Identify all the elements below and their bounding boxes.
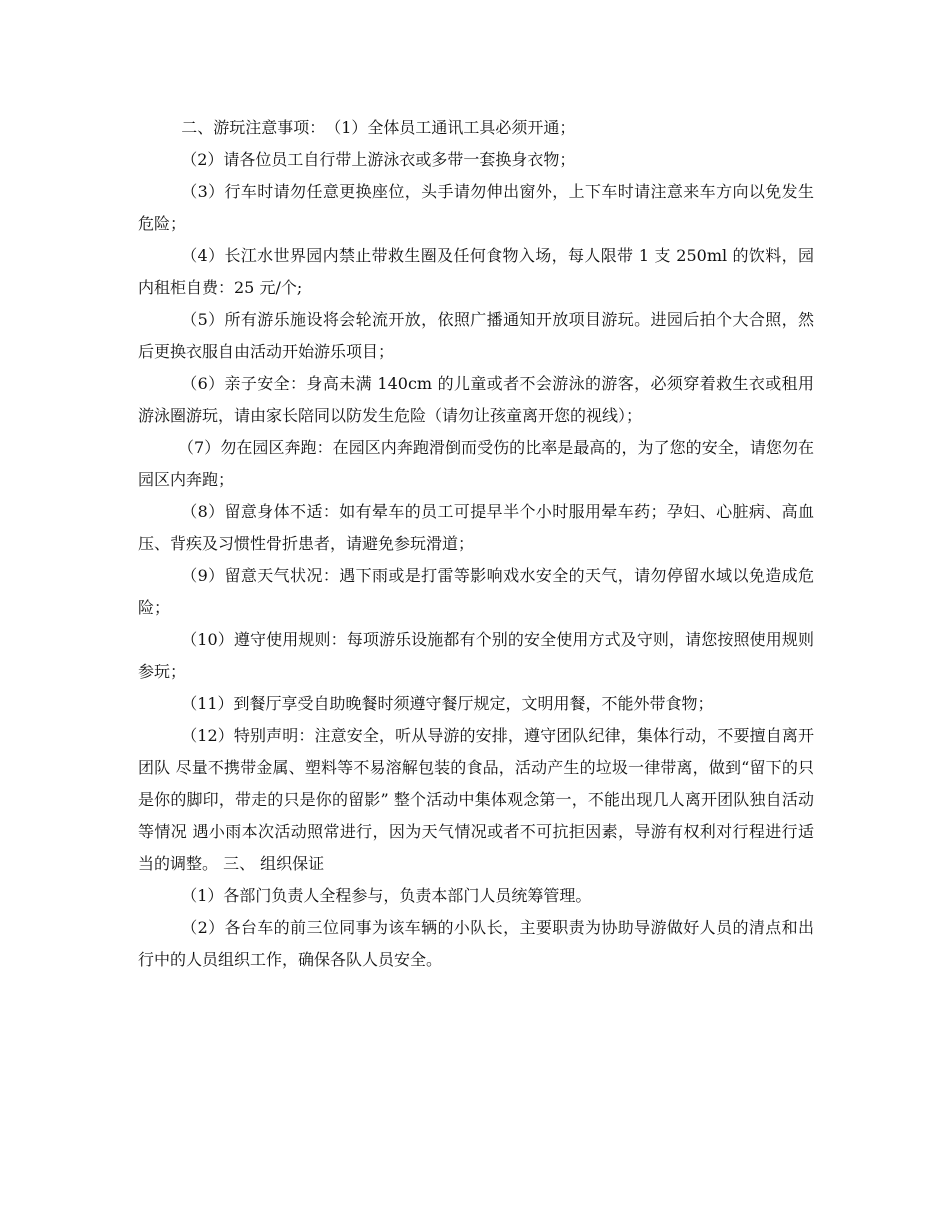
paragraph-note-11: （11）到餐厅享受自助晚餐时须遵守餐厅规定，文明用餐，不能外带食物； [181, 694, 714, 713]
document-body [138, 112, 814, 976]
paragraph-note-4: （4）长江水世界园内禁止带救生圈及任何食物入场，每人限带 1 支 250ml 的饮料，园内租柜自费：25 元/个; [138, 246, 814, 297]
paragraph-org-2: （2）各台车的前三位同事为该车辆的小队长，主要职责为协助导游做好人员的清点和出行中的人员组织工作，确保各队人员安全。 [138, 918, 814, 969]
paragraph-note-8: （8）留意身体不适：如有晕车的员工可提早半个小时服用晕车药；孕妇、心脏病、高血压、背疾及习惯性骨折患者，请避免参玩滑道； [138, 502, 814, 553]
paragraph-note-9: （9）留意天气状况：遇下雨或是打雷等影响戏水安全的天气，请勿停留水域以免造成危险； [138, 566, 814, 617]
paragraph-org-1: （1）各部门负责人全程参与，负责本部门人员统筹管理。 [181, 886, 592, 905]
paragraph-note-5: （5）所有游乐施设将会轮流开放，依照广播通知开放项目游玩。进园后拍个大合照，然后更换衣服自由活动开始游乐项目； [138, 310, 814, 361]
paragraph-note-3: （3）行车时请勿任意更换座位，头手请勿伸出窗外，上下车时请注意来车方向以免发生危险； [138, 182, 814, 233]
paragraph-note-7: （7）勿在园区奔跑：在园区内奔跑滑倒而受伤的比率是最高的，为了您的安全，请您勿在园区内奔跑； [138, 438, 814, 489]
paragraph-note-10: （10）遵守使用规则：每项游乐设施都有个别的安全使用方式及守则，请您按照使用规则参玩； [138, 630, 814, 681]
paragraph-note-2: （2）请各位员工自行带上游泳衣或多带一套换身衣物； [181, 150, 576, 169]
paragraph-note-6: （6）亲子安全：身高未满 140cm 的儿童或者不会游泳的游客，必须穿着救生衣或租用游泳圈游玩，请由家长陪同以防发生危险（请勿让孩童离开您的视线）； [138, 374, 814, 425]
paragraph-note-12: （12）特别声明：注意安全，听从导游的安排，遵守团队纪律，集体行动，不要擅自离开团队 尽量不携带金属、塑料等不易溶解包装的食品，活动产生的垃圾一律带离，做到“留下的只是你的脚印，带走的只是你的留影” 整个活动中集体观念第一，不能出现几人离开团队独自活动等情况 遇小雨本次活动照常进行，因为天气情况或者不可抗拒因素，导游有权利对行程进行适当的调整。 三、 组织保证 [138, 726, 814, 873]
paragraph-section-2-notes: 二、游玩注意事项： （1）全体员工通讯工具必须开通； [181, 118, 576, 137]
